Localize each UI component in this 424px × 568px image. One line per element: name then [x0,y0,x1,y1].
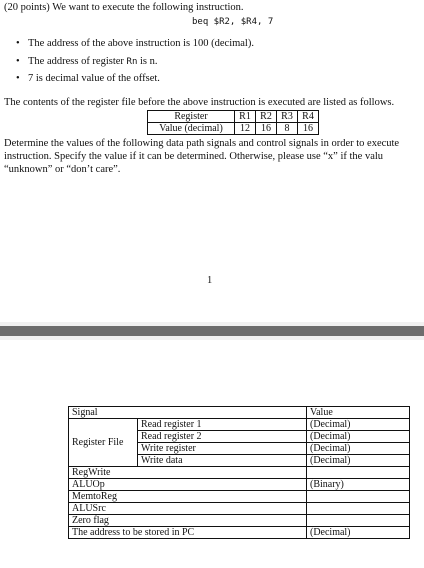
signal-table [68,406,410,539]
table-row [69,527,410,539]
register-header-cell: R3 [277,111,298,123]
page-separator-bar [0,326,424,336]
signal-value [306,491,409,503]
register-header-cell: Register [148,111,235,123]
signal-name: Read register 2 [138,431,307,443]
determine-line-1: Determine the values of the following data path signals and control signals in order to execute [4,138,400,149]
determine-line-2: instruction. Specify the value if it can be determined. Otherwise, please use “x” if the valu [4,151,384,162]
signal-value: (Decimal) [306,431,409,443]
register-header-cell: R1 [235,111,256,123]
register-value-cell: 12 [235,123,256,135]
register-value-cell: 16 [256,123,277,135]
register-name-code: Rn [126,56,138,67]
register-table [147,110,319,135]
signal-name: ALUOp [69,479,307,491]
register-value-cell: Value (decimal) [148,123,235,135]
signal-value [306,503,409,515]
signal-value: (Decimal) [306,443,409,455]
table-row [69,479,410,491]
signal-value [306,515,409,527]
table-row [69,503,410,515]
signal-value: (Binary) [306,479,409,491]
signal-name: RegWrite [69,467,307,479]
register-header-cell: R2 [256,111,277,123]
register-value-row [148,123,319,135]
table-row [69,419,410,431]
signal-value: (Decimal) [306,527,409,539]
signal-name: MemtoReg [69,491,307,503]
signal-header: Signal [69,407,307,419]
register-value-cell: 8 [277,123,298,135]
signal-name: Zero flag [69,515,307,527]
assumption-item: • The address of register Rn is n. [12,56,254,74]
question-intro: (20 points) We want to execute the following instruction. [4,2,244,13]
table-row [69,407,410,419]
determine-line-3: “unknown” or “don’t care”. [4,164,121,175]
signal-name: ALUSrc [69,503,307,515]
signal-value [306,467,409,479]
table-row [69,467,410,479]
register-intro: The contents of the register file before the above instruction is executed are listed as follows. [4,97,395,108]
signal-name: The address to be stored in PC [69,527,307,539]
register-header-row [148,111,319,123]
table-row [69,491,410,503]
assumption-list [12,38,254,91]
value-header: Value [306,407,409,419]
signal-value: (Decimal) [306,455,409,467]
register-file-label: Register File [69,419,138,467]
signal-name: Write register [138,443,307,455]
instruction-code: beq $R2, $R4, 7 [192,17,274,27]
signal-value: (Decimal) [306,419,409,431]
signal-name: Write data [138,455,307,467]
table-row [69,515,410,527]
register-header-cell: R4 [298,111,319,123]
assumption-item: • 7 is decimal value of the offset. [12,73,254,91]
page-number: 1 [207,275,213,286]
signal-name: Read register 1 [138,419,307,431]
assumption-item: • The address of the above instruction is 100 (decimal). [12,38,254,56]
register-value-cell: 16 [298,123,319,135]
